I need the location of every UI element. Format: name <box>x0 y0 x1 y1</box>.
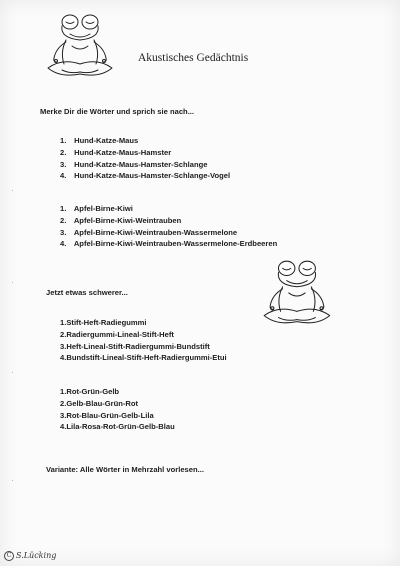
variant-text: Variante: Alle Wörter in Mehrzahl vorlesen... <box>46 465 204 474</box>
copyright-author: S.Lücking <box>16 551 57 560</box>
list-item-number: 2. <box>60 398 67 408</box>
list-item-number: 4. <box>60 353 67 363</box>
list-item-number: 1. <box>60 204 67 213</box>
list-item-text: Hund-Katze-Maus-Hamster <box>74 147 172 157</box>
list-item <box>60 227 277 239</box>
margin-dot <box>12 282 13 283</box>
list-item <box>60 317 227 329</box>
list-item <box>60 238 277 250</box>
list-item-text: Apfel-Birne-Kiwi-Weintrauben-Wassermelone <box>73 227 238 237</box>
list-item-text: Hund-Katze-Maus-Hamster-Schlange-Vogel <box>74 171 231 181</box>
list-item-text: Lila-Rosa-Rot-Grün-Gelb-Blau <box>66 422 175 432</box>
list-item-text: Apfel-Birne-Kiwi <box>73 204 133 213</box>
section-heading-harder: Jetzt etwas schwerer... <box>46 288 128 297</box>
list-item-number: 1. <box>60 136 67 145</box>
list-item-number: 1. <box>60 387 67 396</box>
list-item-text: Hund-Katze-Maus <box>74 136 139 145</box>
word-list-school-supplies <box>60 317 227 364</box>
list-item-number: 3. <box>60 410 67 420</box>
list-item-text: Rot-Blau-Grün-Gelb-Lila <box>66 410 154 420</box>
instruction-text: Merke Dir die Wörter und sprich sie nach... <box>40 107 195 116</box>
list-item <box>60 421 175 433</box>
list-item-text: Bundstift-Lineal-Stift-Heft-Radiergummi-Etui <box>66 353 227 363</box>
copyright-notice <box>4 551 56 561</box>
list-item-number: 4. <box>60 239 67 249</box>
list-item <box>60 341 227 353</box>
page-title: Akustisches Gedächtnis <box>138 52 249 64</box>
list-item-number: 2. <box>60 147 67 157</box>
list-item <box>60 159 230 171</box>
list-item-text: Apfel-Birne-Kiwi-Weintrauben <box>73 215 182 225</box>
list-item <box>60 203 277 215</box>
meditating-frog-icon <box>42 12 122 84</box>
list-item-text: Apfel-Birne-Kiwi-Weintrauben-Wassermelone-Erdbeeren <box>73 239 278 249</box>
word-list-colors <box>60 386 175 433</box>
list-item <box>60 147 230 159</box>
list-item-number: 4. <box>60 171 67 181</box>
list-item-text: Stift-Heft-Radiegummi <box>66 318 147 327</box>
list-item <box>60 398 175 410</box>
list-item <box>60 410 175 422</box>
copyright-icon: C <box>4 551 14 561</box>
list-item-number: 1. <box>60 318 67 327</box>
list-item <box>60 329 227 341</box>
list-item-text: Radiergummi-Lineal-Stift-Heft <box>66 329 174 339</box>
list-item-number: 3. <box>60 227 67 237</box>
list-item-text: Heft-Lineal-Stift-Radiergummi-Bundstift <box>66 341 210 351</box>
word-list-fruits <box>60 203 277 250</box>
word-list-animals <box>60 135 230 182</box>
list-item <box>60 135 230 147</box>
margin-dot <box>12 190 13 191</box>
list-item-number: 2. <box>60 215 67 225</box>
list-item-number: 2. <box>60 329 67 339</box>
list-item-text: Gelb-Blau-Grün-Rot <box>66 398 139 408</box>
list-item-number: 4. <box>60 422 67 432</box>
margin-dot <box>12 480 13 481</box>
list-item <box>60 215 277 227</box>
list-item <box>60 170 230 182</box>
list-item-number: 3. <box>60 341 67 351</box>
list-item-text: Rot-Grün-Gelb <box>66 387 120 396</box>
list-item <box>60 352 227 364</box>
margin-dot <box>12 372 13 373</box>
list-item <box>60 386 175 398</box>
list-item-text: Hund-Katze-Maus-Hamster-Schlange <box>74 159 208 169</box>
list-item-number: 3. <box>60 159 67 169</box>
meditating-frog-icon <box>258 258 340 332</box>
